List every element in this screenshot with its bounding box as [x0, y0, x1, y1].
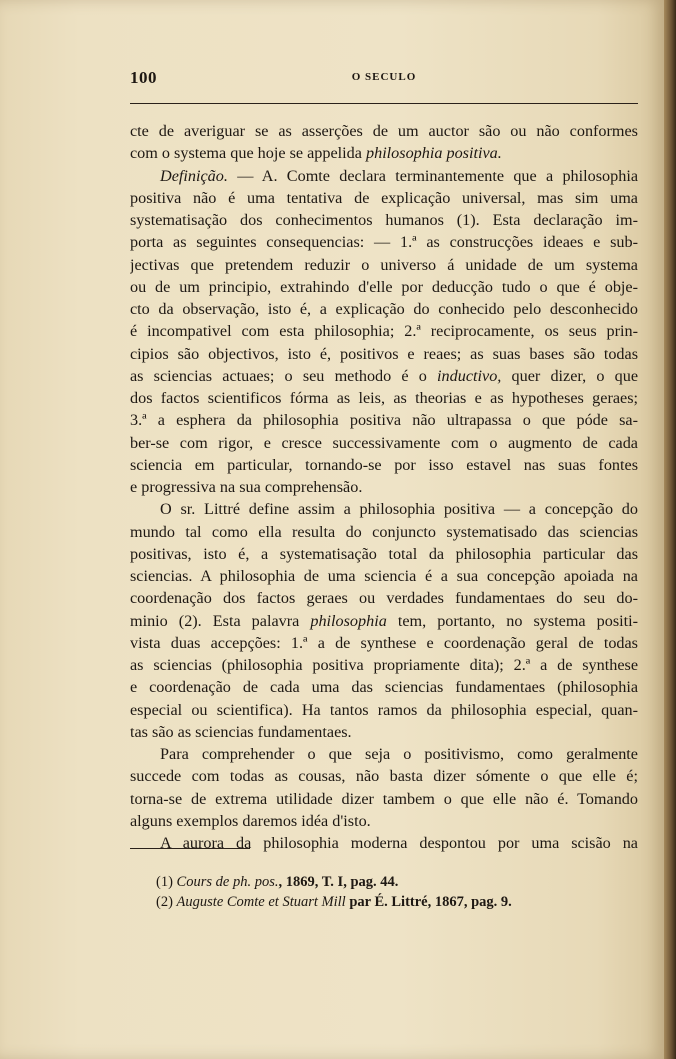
page-edge-shadow — [664, 0, 676, 1059]
text-line: vista duas accepções: 1.ª a de synthese e coordenação geral de todas — [130, 633, 638, 652]
italic-term: philosophia — [310, 611, 387, 630]
text-line: A aurora da philosophia moderna despontou por uma scisão na — [160, 834, 638, 852]
text-line: com o systema que hoje se appelida philosophia positiva. — [130, 144, 502, 163]
text-line: Para comprehender o que seja o positivismo, como geralmente — [160, 745, 638, 763]
text-line: ou de um principio, extrahindo d'elle por deducção tudo o que é obje- — [130, 277, 638, 296]
page-header — [130, 68, 638, 90]
footnote-details: par É. Littré, 1867, pag. 9. — [345, 894, 512, 910]
footnote-2 — [156, 892, 616, 912]
text-line: as sciencias (philosophia positiva propriamente dita); 2.ª a de synthese — [130, 656, 638, 674]
italic-term: inductivo, — [437, 366, 502, 385]
footnote-title: Cours de ph. pos. — [176, 874, 279, 890]
text-line: especial ou scientifica). Ha tantos ramos da philosophia especial, quan- — [130, 700, 638, 719]
text-line: tas são as sciencias fundamentaes. — [130, 722, 352, 741]
text-line: dos factos scientificos fórma as leis, as theorias e as hypotheses geraes; — [130, 389, 638, 407]
footnote-title: Auguste Comte et Stuart Mill — [176, 894, 346, 910]
text-line: succede com todas as cousas, não basta dizer sómente o que elle é; — [130, 767, 638, 786]
footnotes — [156, 872, 616, 912]
running-title: O SECULO — [351, 71, 417, 83]
text-line: minio (2). Esta palavra philosophia tem, portanto, no systema positi- — [130, 611, 638, 630]
header-rule — [130, 103, 638, 104]
text-line: ber-se com rigor, e cresce successivamente com o augmento de cada — [130, 433, 638, 452]
text-line: porta as seguintes consequencias: — 1.ª as construcções ideaes e sub- — [130, 233, 638, 252]
text-line: cto da observação, isto é, a explicação do conhecido pelo desconhecido — [130, 300, 638, 318]
italic-term: philosophia positiva. — [366, 144, 502, 163]
text-line: sciencia em particular, tornando-se por isso estavel nas suas fontes — [130, 455, 638, 474]
text-line: sciencias. A philosophia de uma sciencia é a sua concepção apoiada na — [130, 567, 638, 585]
text-line: positiva não é uma tentativa de explicação universal, mas sim uma — [130, 188, 638, 207]
text-line: coordenação dos factos geraes ou verdades fundamentaes do seu do- — [130, 589, 638, 608]
text-line: Definição. — A. Comte declara terminantemente que a philosophia — [160, 166, 638, 185]
text-line: cipios são objectivos, isto é, positivos e reaes; as suas bases são todas — [130, 344, 638, 363]
text-line: cte de averiguar se as asserções de um auctor são ou não conformes — [130, 122, 638, 140]
text-line: mundo tal como ella resulta do conjuncto systematisado das sciencias — [130, 522, 638, 541]
text-line: e coordenação de cada uma das sciencias fundamentaes (philosophia — [130, 678, 638, 697]
footnote-rule — [130, 848, 250, 849]
text-line: é incompativel com esta philosophia; 2.ª reciprocamente, os seus prin- — [130, 322, 638, 341]
text-line: jectivas que pretendem reduzir o universo á unidade de um systema — [130, 255, 638, 274]
footnote-mark: (1) — [156, 874, 173, 890]
footnote-1 — [156, 872, 616, 892]
text-line: as sciencias actuaes; o seu methodo é o inductivo, quer dizer, o que — [130, 366, 638, 385]
text-line: e progressiva na sua comprehensão. — [130, 478, 363, 496]
text-line: positivas, isto é, a systematisação total da philosophia particular das — [130, 544, 638, 563]
section-label: Definição. — [160, 166, 228, 185]
body-text — [130, 120, 638, 854]
footnote-mark: (2) — [156, 894, 173, 910]
text-line: 3.ª a esphera da philosophia positiva não ultrapassa o que póde sa- — [130, 411, 638, 430]
footnote-details: , 1869, T. I, pag. 44. — [278, 874, 399, 890]
text-line: systematisação dos conhecimentos humanos (1). Esta declaração im- — [130, 211, 638, 229]
text-line: O sr. Littré define assim a philosophia positiva — a concepção do — [160, 500, 638, 519]
text-line: torna-se de extrema utilidade dizer tambem o que elle não é. Tomando — [130, 789, 638, 808]
page-number: 100 — [130, 68, 157, 87]
text-line: alguns exemplos daremos idéa d'isto. — [130, 811, 371, 830]
